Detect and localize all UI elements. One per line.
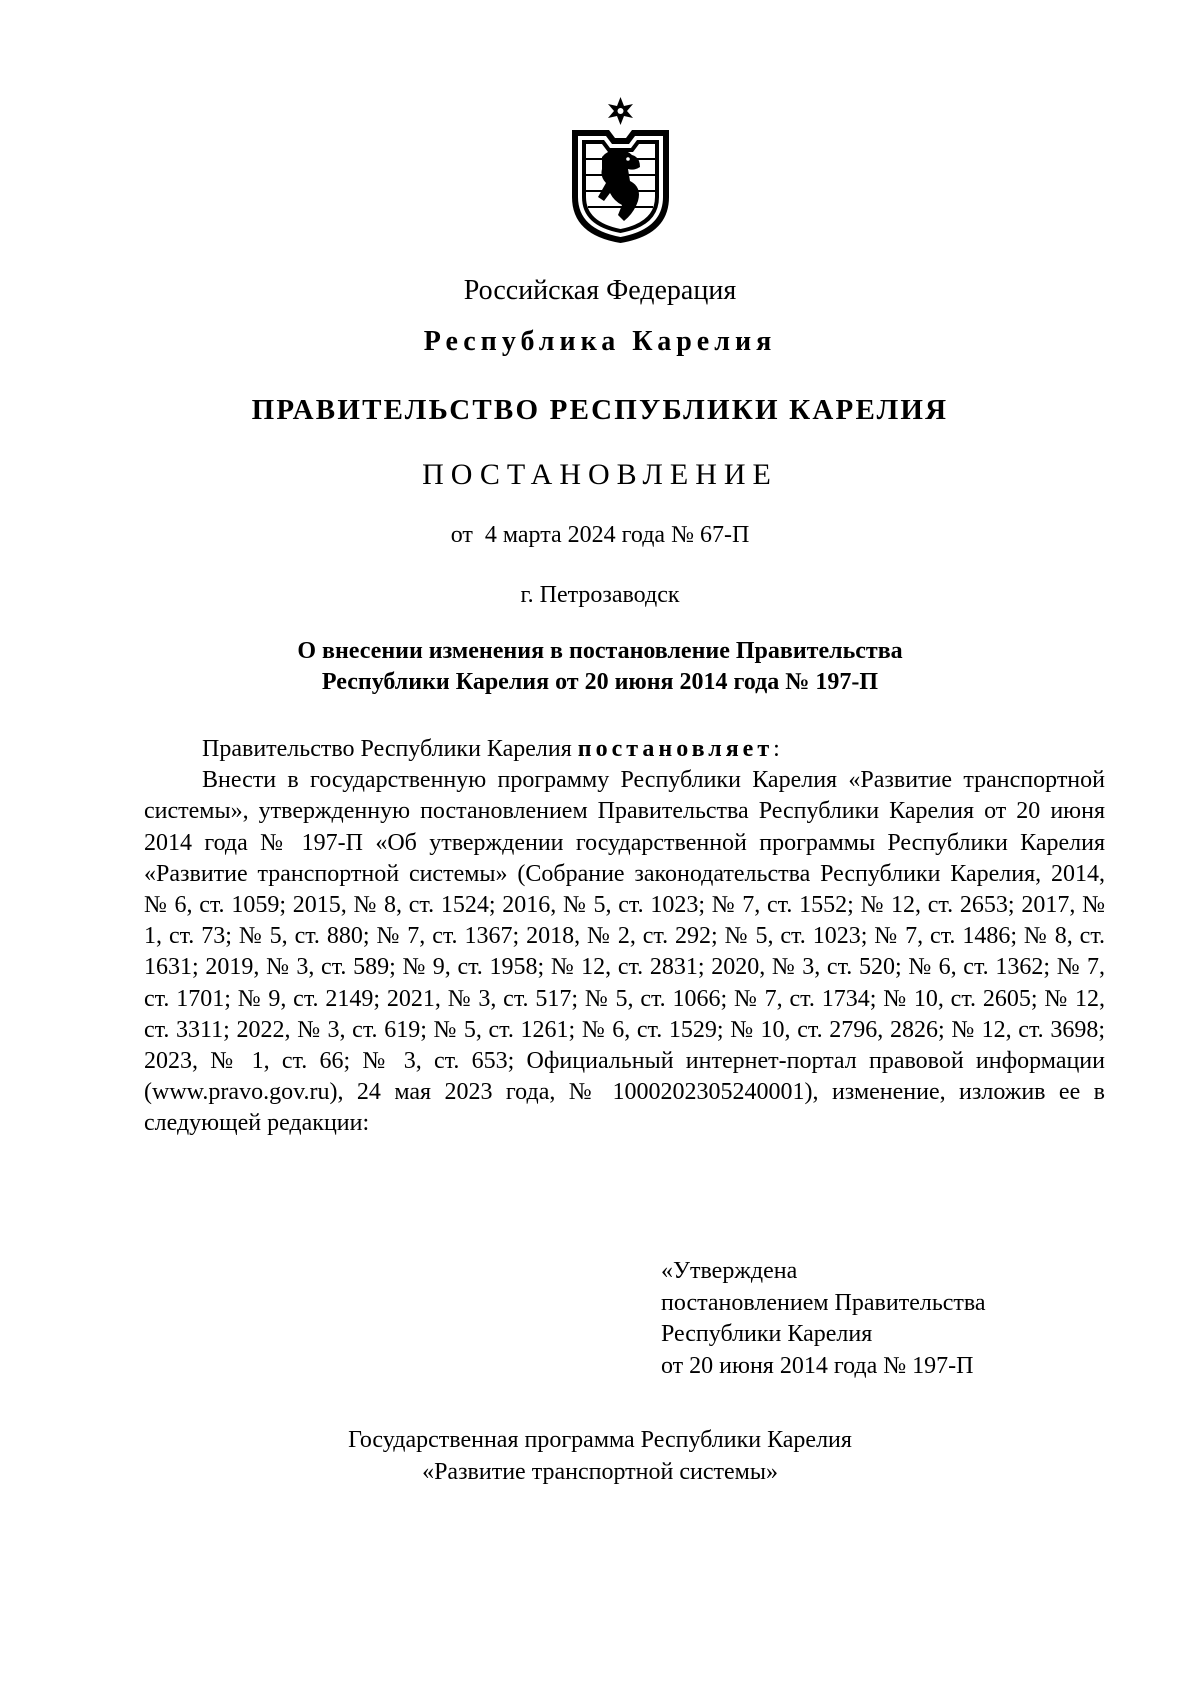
approval-line: постановлением Правительства xyxy=(661,1289,986,1316)
resolution-intro xyxy=(144,734,1105,765)
resolution-text: Внести в государственную программу Республики Карелия «Развитие транспортной системы», утвержденную постановлением Правительства Республики Карелия от 20 июня 2014 года № 197-П «Об утверждении государственной программы Республики Карелия «Развитие транспортной системы» (Собрание законодательства Республики Карелия, 2014, № 6, ст. 1059; 2015, № 8, ст. 1524; 2016, № 5, ст. 1023; № 7, ст. 1552; № 12, ст. 2653; 2017, № 1, ст. 73; № 5, ст. 880; № 7, ст. 1367; 2018, № 2, ст. 292; № 5, ст. 1023; № 7, ст. 1486; № 8, ст. 1631; 2019, № 3, ст. 589; № 9, ст. 1958; № 12, ст. 2831; 2020, № 3, ст. 520; № 6, ст. 1362; № 7, ст. 1701; № 9, ст. 2149; 2021, № 3, ст. 517; № 5, ст. 1066; № 7, ст. 1734; № 10, ст. 2605; № 12, ст. 3311; 2022, № 3, ст. 619; № 5, ст. 1261; № 6, ст. 1529; № 10, ст. 2796, 2826; № 12, ст. 3698; 2023, № 1, ст. 66; № 3, ст. 653; Официальный интернет-портал правовой информации (www.pravo.gov.ru), 24 мая 2023 года, № 1000202305240001), изменение, изложив ее в следующей редакции: xyxy=(144,767,1105,1137)
document-city: г. Петрозаводск xyxy=(520,582,680,608)
approval-line: от 20 июня 2014 года № 197-П xyxy=(661,1352,974,1379)
document-type: ПОСТАНОВЛЕНИЕ xyxy=(422,458,778,491)
republic-name: Республика Карелия xyxy=(423,326,777,357)
resolution-intro-text: Правительство Республики Карелия xyxy=(202,736,578,762)
resolution-intro-colon: : xyxy=(773,736,780,762)
document-body xyxy=(144,734,1105,1140)
program-title-line: Государственная программа Республики Карелия xyxy=(348,1427,852,1453)
approval-stamp xyxy=(661,1256,986,1382)
country-name: Российская Федерация xyxy=(463,275,737,306)
program-title xyxy=(0,1424,1200,1488)
subject-line: Республики Карелия от 20 июня 2014 года № 197-П xyxy=(321,669,879,695)
government-name: ПРАВИТЕЛЬСТВО РЕСПУБЛИКИ КАРЕЛИЯ xyxy=(251,394,949,426)
approval-line: Республики Карелия xyxy=(661,1321,873,1347)
karelia-coat-of-arms-icon xyxy=(568,97,673,244)
document-date-number: от 4 марта 2024 года № 67-П xyxy=(450,522,750,548)
approval-line: «Утверждена xyxy=(661,1258,798,1284)
document-subject xyxy=(0,636,1200,698)
program-title-line: «Развитие транспортной системы» xyxy=(422,1459,778,1485)
resolution-verb: постановляет xyxy=(577,736,774,762)
subject-line: О внесении изменения в постановление Правительства xyxy=(297,638,903,664)
